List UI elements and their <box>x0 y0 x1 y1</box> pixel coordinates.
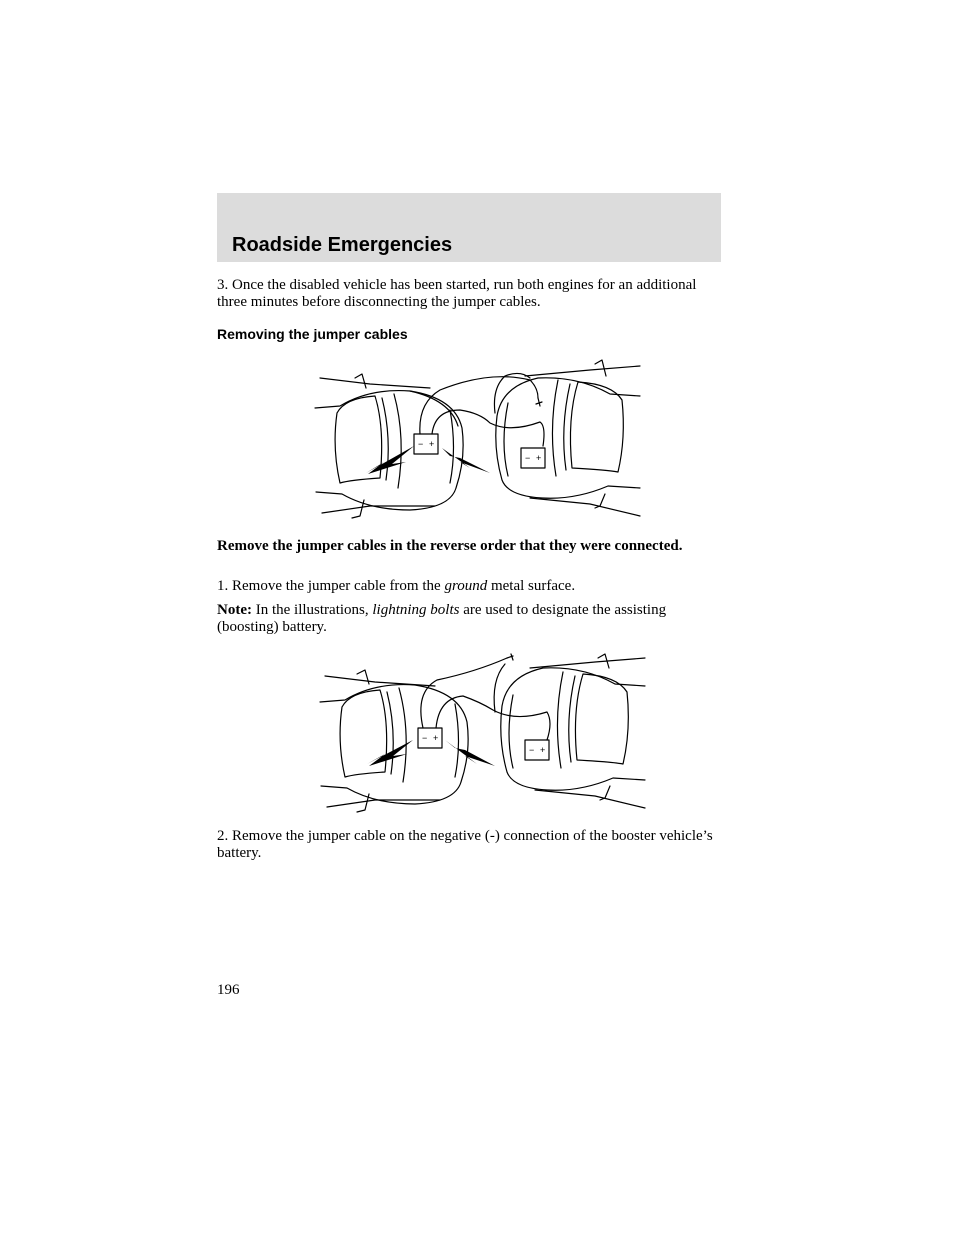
lightning-bolt-icon <box>366 446 414 474</box>
removing-cables-heading: Removing the jumper cables <box>217 326 408 342</box>
remove-step-2: 2. Remove the jumper cable on the negative (-) connection of the booster vehicle’s battery. <box>217 828 713 861</box>
jumper-cable-red <box>432 410 544 446</box>
lightning-bolt-icon <box>445 740 495 766</box>
jumper-cables-illustration-1 <box>310 358 646 522</box>
jumper-cables-illustration-2 <box>315 652 651 816</box>
lightning-bolt-icon <box>442 448 490 473</box>
disabled-car-body <box>315 391 463 510</box>
note-text-before: In the illustrations, <box>251 602 373 618</box>
booster-car-windshield <box>575 674 628 764</box>
battery-minus-label: − <box>525 453 531 463</box>
battery-minus-label: − <box>529 745 535 755</box>
note-text-after: are used to designate the assisting (boosting) battery. <box>217 602 667 635</box>
battery-plus-label: + <box>433 733 439 743</box>
section-header-band <box>217 193 721 262</box>
reverse-order-instruction: Remove the jumper cables in the reverse order that they were connected. <box>217 538 683 554</box>
page-number: 196 <box>217 982 240 998</box>
note-label: Note: <box>217 602 252 618</box>
booster-car-windshield <box>570 382 623 472</box>
note-paragraph <box>217 602 717 636</box>
battery-minus-label: − <box>422 733 428 743</box>
battery-plus-label: + <box>429 439 435 449</box>
remove-step-1-text: 1. Remove the jumper cable from the <box>217 578 445 594</box>
loose-clamp-icon <box>507 654 513 660</box>
jumper-cable-red <box>436 696 550 740</box>
lightning-bolts-emphasis: lightning bolts <box>372 602 460 618</box>
ground-emphasis: ground <box>444 578 488 594</box>
battery-plus-label: + <box>536 453 542 463</box>
disabled-car-windshield <box>340 690 387 777</box>
jumper-cable-black <box>420 377 538 434</box>
remove-step-1 <box>217 578 717 595</box>
step-3-paragraph: 3. Once the disabled vehicle has been started, run both engines for an additional three minutes before disconnecting the jumper cables. <box>217 277 697 310</box>
remove-step-1-end: metal surface. <box>487 578 576 594</box>
battery-plus-label: + <box>540 745 546 755</box>
ground-clamp-icon <box>536 398 542 406</box>
battery-minus-label: − <box>418 439 424 449</box>
page-title: Roadside Emergencies <box>232 234 453 256</box>
